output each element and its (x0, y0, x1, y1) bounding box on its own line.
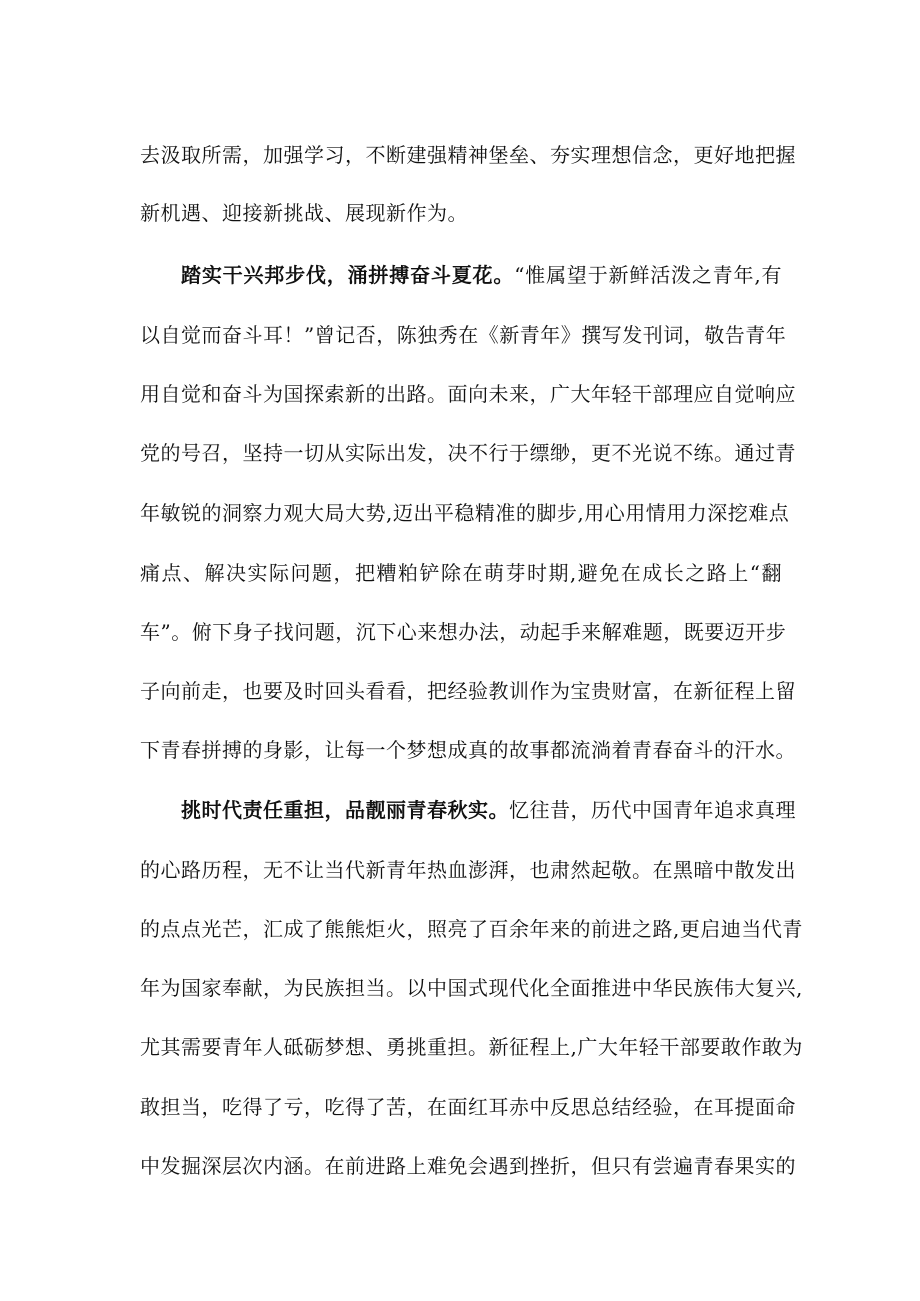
text-line: 子向前走，也要及时回头看看，把经验教训作为宝贵财富，在新征程上留 (140, 679, 796, 703)
paragraph-heading: 踏实干兴邦步伐，涌拼搏奋斗夏花。 (181, 263, 515, 287)
text-line: 敢担当，吃得了亏，吃得了苦，在面红耳赤中反思总结经验，在耳提面命 (140, 1095, 796, 1119)
paragraph-start-line (181, 792, 796, 828)
text-line: 年为国家奉献，为民族担当。以中国式现代化全面推进中华民族伟大复兴, (140, 976, 803, 1000)
text-line: 以自觉而奋斗耳！”曾记否，陈独秀在《新青年》撰写发刊词，敬告青年 (140, 323, 787, 347)
text-line: 中发掘深层次内涵。在前进路上难免会遇到挫折，但只有尝遍青春果实的 (140, 1154, 796, 1178)
text-line: 车”。俯下身子找问题，沉下心来想办法，动起手来解难题，既要迈开步 (140, 620, 787, 644)
text-line: 尤其需要青年人砥砺梦想、勇挑重担。新征程上,广大年轻干部要敢作敢为 (140, 1035, 803, 1059)
text-line: 的点点光芒，汇成了熊熊炬火，照亮了百余年来的前进之路,更启迪当代青 (140, 917, 803, 941)
paragraph-text: 忆往昔，历代中国青年追求真理 (509, 798, 796, 822)
text-line: 痛点、解决实际问题，把糟粕铲除在萌芽时期,避免在成长之路上“翻 (140, 561, 782, 585)
text-line: 年敏锐的洞察力观大局大势,迈出平稳精准的脚步,用心用情用力深挖难点 (140, 501, 790, 525)
paragraph-start-line (181, 257, 782, 293)
text-line: 下青春拼搏的身影，让每一个梦想成真的故事都流淌着青春奋斗的汗水。 (140, 738, 796, 762)
text-line: 的心路历程，无不让当代新青年热血澎湃，也肃然起敬。在黑暗中散发出 (140, 858, 796, 882)
paragraph-text: “惟属望于新鲜活泼之青年,有 (514, 263, 783, 287)
text-line: 党的号召，坚持一切从实际出发，决不行于缥缈，更不光说不练。通过青 (140, 441, 796, 465)
text-line: 用自觉和奋斗为国探索新的出路。面向未来，广大年轻干部理应自觉响应 (140, 382, 796, 406)
text-line: 去汲取所需，加强学习，不断建强精神堡垒、夯实理想信念，更好地把握 (140, 143, 796, 167)
paragraph-heading: 挑时代责任重担，品靓丽青春秋实。 (181, 798, 509, 822)
text-line: 新机遇、迎接新挑战、展现新作为。 (140, 201, 468, 225)
